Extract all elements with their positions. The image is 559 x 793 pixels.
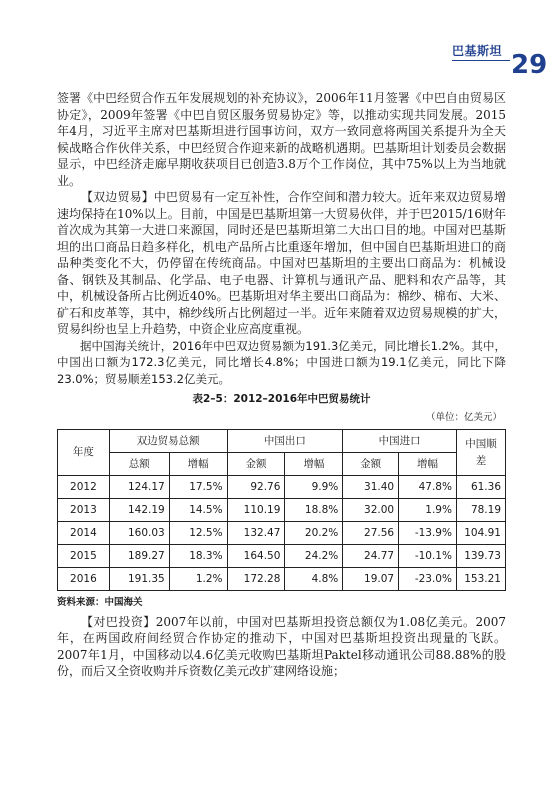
cell-total-growth: 14.5% (169, 499, 227, 522)
cell-surplus: 139.73 (456, 545, 505, 568)
cell-total-growth: 1.2% (169, 568, 227, 591)
header-export-amount: 金额 (227, 453, 285, 476)
paragraph-4-text: 2007年以前，中国对巴基斯坦投资总额仅为1.08亿美元。2007年，在两国政府间经贸合作协定的推动下，中国对巴基斯坦投资出现量的飞跃。2007年1月，中国移动以4.6亿美元收购巴基斯坦Paktel移动通讯公司88.88%的股份，而后又全资收购并斥资数亿美元改扩建网络设施； (57, 614, 506, 678)
paragraph-2-text: 中巴贸易有一定互补性，合作空间和潜力较大。近年来双边贸易增速均保持在10%以上。目前，中国是巴基斯坦第一大贸易伙伴，并于巴2015/16财年首次成为其第一大进口来源国，同时还是巴基斯坦第二大出口目的地。中国对巴基斯坦的出口商品日趋多样化，机电产品所占比重逐年增加，但中国自巴基斯坦进口的商品种类变化不大，仍停留在传统商品。中国对巴基斯坦的主要出口商品为：机械设备、钢铁及其制品、化学品、电子电器、计算机与通讯产品、肥料和农产品等，其中，机械设备所占比例近40%。巴基斯坦对华主要出口商品为：棉纱、棉布、大米、矿石和皮革等，其中，棉纱线所占比例超过一半。近年来随着双边贸易规模的扩大，贸易纠纷也呈上升趋势，中资企业应高度重视。 (57, 190, 506, 336)
cell-import: 31.40 (343, 476, 399, 499)
cell-export-growth: 24.2% (285, 545, 343, 568)
cell-total-growth: 12.5% (169, 522, 227, 545)
cell-total: 124.17 (109, 476, 169, 499)
header-surplus: 中国顺差 (456, 430, 505, 476)
section-tag-investment: 【对巴投资】 (81, 614, 156, 629)
header-import-growth: 增幅 (399, 453, 457, 476)
table-caption: 表2–5：2012–2016年中巴贸易统计 (192, 393, 371, 405)
cell-export: 132.47 (227, 522, 285, 545)
cell-export-growth: 18.8% (285, 499, 343, 522)
cell-import-growth: -10.1% (399, 545, 457, 568)
source-note: 资料来源：中国海关 (57, 597, 143, 608)
paragraph-2 (57, 189, 506, 338)
paragraph-3: 据中国海关统计，2016年中巴双边贸易额为191.3亿美元，同比增长1.2%。其中，中国出口额为172.3亿美元，同比增长4.8%；中国进口额为19.1亿美元，同比下降23.0%；贸易顺差153.2亿美元。 (57, 338, 506, 386)
cell-export: 110.19 (227, 499, 285, 522)
cell-year: 2012 (58, 476, 110, 499)
cell-import: 32.00 (343, 499, 399, 522)
cell-export-growth: 9.9% (285, 476, 343, 499)
cell-year: 2015 (58, 545, 110, 568)
cell-surplus: 104.91 (456, 522, 505, 545)
cell-total-growth: 18.3% (169, 545, 227, 568)
paragraph-1: 签署《中巴经贸合作五年发展规划的补充协议》，2006年11月签署《中巴自由贸易区协定》，2009年签署《中巴自贸区服务贸易协定》等，以推动实现共同发展。2015年4月，习近平主席对巴基斯坦进行国事访问，双方一致同意将两国关系提升为全天候战略合作伙伴关系，中巴经贸合作迎来新的战略机遇期。巴基斯坦计划委员会数据显示，中巴经济走廊早期收获项目已创造3.8万个工作岗位，其中75%以上为当地就业。 (57, 91, 506, 188)
header-total: 总额 (109, 453, 169, 476)
cell-import: 19.07 (343, 568, 399, 591)
cell-year: 2014 (58, 522, 110, 545)
cell-export: 172.28 (227, 568, 285, 591)
cell-surplus: 153.21 (456, 568, 505, 591)
section-tag-trade: 【双边贸易】 (81, 190, 154, 204)
cell-year: 2016 (58, 568, 110, 591)
cell-export: 92.76 (227, 476, 285, 499)
header-export: 中国出口 (227, 430, 343, 453)
section-header: 巴基斯坦 (452, 44, 503, 58)
cell-total: 189.27 (109, 545, 169, 568)
cell-surplus: 78.19 (456, 499, 505, 522)
cell-total-growth: 17.5% (169, 476, 227, 499)
cell-surplus: 61.36 (456, 476, 505, 499)
header-export-growth: 增幅 (285, 453, 343, 476)
table-row (58, 545, 506, 568)
cell-export: 164.50 (227, 545, 285, 568)
page-number: 29 (511, 50, 548, 80)
cell-year: 2013 (58, 499, 110, 522)
cell-export-growth: 4.8% (285, 568, 343, 591)
header-divider (452, 60, 510, 61)
cell-import: 27.56 (343, 522, 399, 545)
cell-export-growth: 20.2% (285, 522, 343, 545)
header-import: 中国进口 (343, 430, 457, 453)
table-row (58, 476, 506, 499)
cell-import-growth: 1.9% (399, 499, 457, 522)
cell-total: 160.03 (109, 522, 169, 545)
cell-import-growth: 47.8% (399, 476, 457, 499)
header-bilateral: 双边贸易总额 (109, 430, 227, 453)
table-row (58, 568, 506, 591)
unit-note: （单位：亿美元） (425, 411, 502, 423)
cell-import-growth: -23.0% (399, 568, 457, 591)
cell-import: 24.77 (343, 545, 399, 568)
header-year: 年度 (58, 430, 110, 476)
trade-table (57, 429, 506, 591)
header-total-growth: 增幅 (169, 453, 227, 476)
cell-total: 142.19 (109, 499, 169, 522)
paragraph-4 (57, 614, 506, 680)
page-body (57, 90, 506, 680)
cell-total: 191.35 (109, 568, 169, 591)
table-row (58, 499, 506, 522)
cell-import-growth: -13.9% (399, 522, 457, 545)
table-row (58, 522, 506, 545)
header-import-amount: 金额 (343, 453, 399, 476)
